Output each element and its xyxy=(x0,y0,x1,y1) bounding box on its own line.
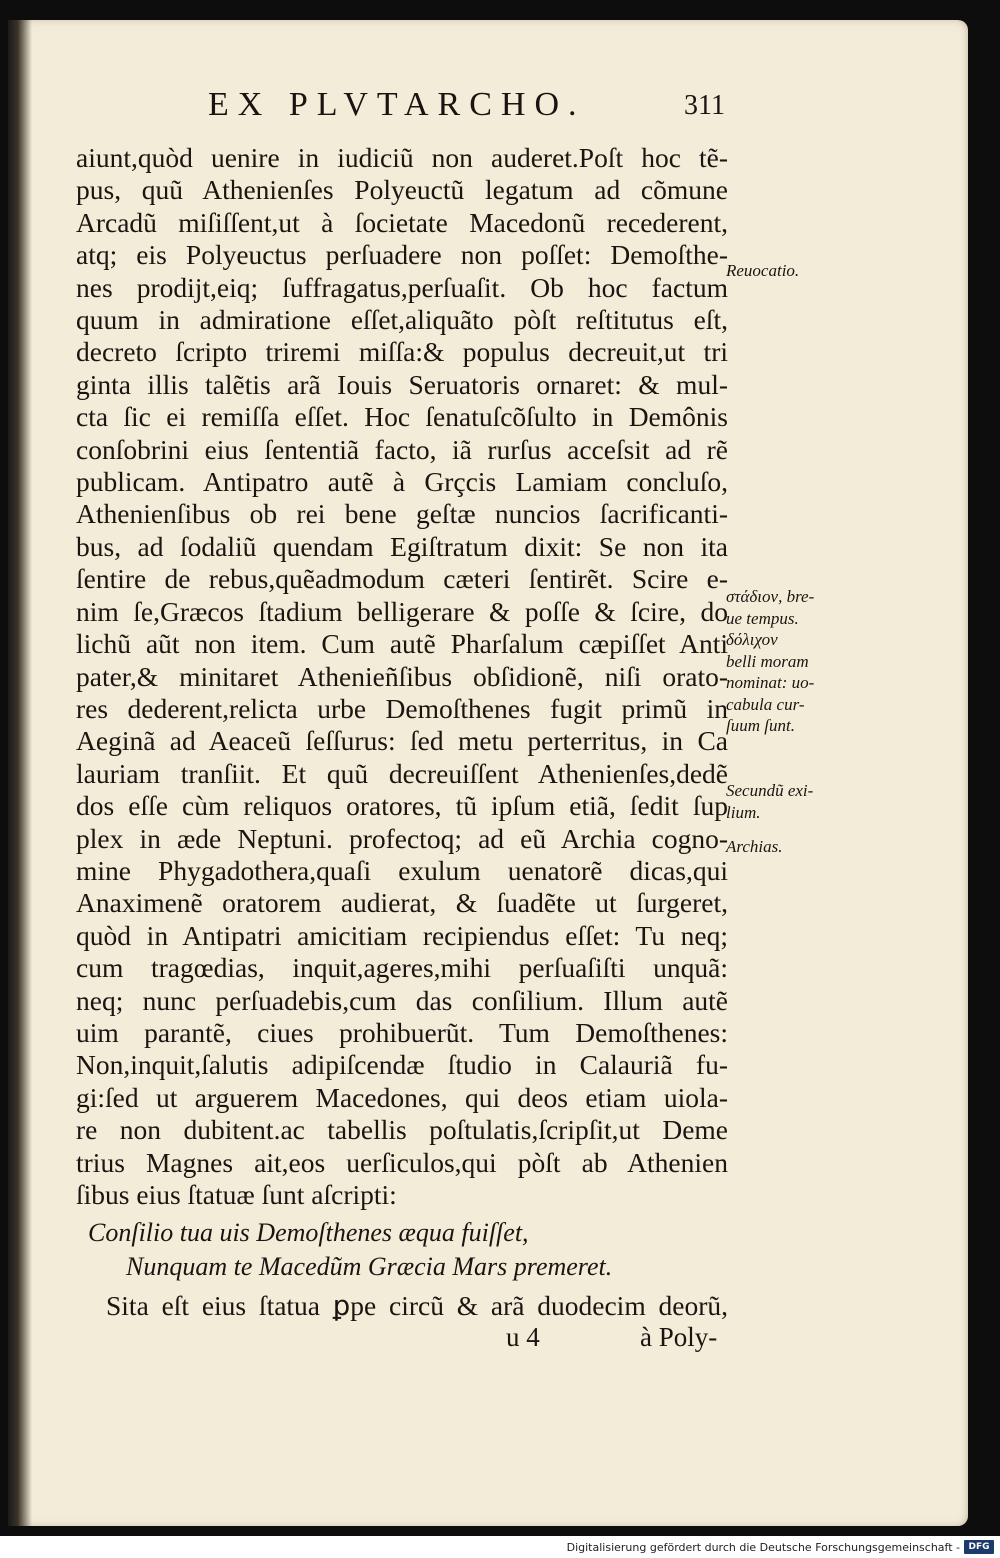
margin-note-text: lium. xyxy=(726,802,761,822)
verse-line-2: Nunquam te Macedũm Græcia Mars premeret. xyxy=(126,1252,613,1281)
text-line: dos eſſe cùm reliquos oratores, tũ ipſum etiã, ſedit ſup xyxy=(76,790,728,822)
text-line: lichũ aũt non item. Cum autẽ Pharſalum cæpiſſet Anti xyxy=(76,628,728,660)
book-page xyxy=(8,20,968,1526)
verse-line-1: Conſilio tua uis Demoſthenes æqua fuiſſet, xyxy=(88,1218,529,1247)
text-line: plex in æde Neptuni. profectoq; ad eũ Archia cogno- xyxy=(76,822,728,854)
text-line: uim parantẽ, ciues prohibuerũt. Tum Demoſthenes: xyxy=(76,1016,728,1048)
margin-note-text: Secundũ exi- xyxy=(726,781,814,800)
text-line: publicam. Antipatro autẽ à Grçcis Lamiam concluſo, xyxy=(76,466,728,498)
text-line: quum in admiratione eſſet,aliquãto pòſt reſtitutus eſt, xyxy=(76,304,728,336)
margin-note-text: ue tempus. xyxy=(726,608,799,628)
text-line: bus, ad ſodaliũ quendam Egiſtratum dixit: Se non ita xyxy=(76,530,728,562)
margin-note-text: Reuocatio. xyxy=(726,261,800,280)
text-line: atq; eis Polyeuctus perſuadere non poſſet: Demoſthe- xyxy=(76,239,728,271)
main-text xyxy=(76,142,728,1211)
text-line: Athenienſibus ob rei bene geſtæ nuncios ſacrificanti- xyxy=(76,498,728,530)
margin-note-text: στάδιον, bre- xyxy=(726,587,815,606)
text-line: cum tragœdias, inquit,ageres,mihi perſuaſiſti unquã: xyxy=(76,952,728,984)
margin-note-text: nominat: uo- xyxy=(726,673,815,692)
margin-note-exilium xyxy=(726,780,856,823)
page-number: 311 xyxy=(684,90,725,121)
text-line: res dederent,relicta urbe Demoſthenes fugit primũ in xyxy=(76,692,728,724)
text-line: gi:ſed ut arguerem Macedones, qui deos etiam uiola- xyxy=(76,1081,728,1113)
dfg-logo: DFG xyxy=(964,1540,994,1554)
catchword: à Poly- xyxy=(640,1322,718,1352)
text-line: mine Phygadothera,quaſi exulum uenatorẽ dicas,qui xyxy=(76,854,728,886)
text-line: trius Magnes ait,eos uerſiculos,qui pòſt ab Athenien xyxy=(76,1146,728,1178)
digitization-footer xyxy=(0,1536,1000,1558)
text-line-after-verse: Sita eſt eius ſtatua ꝑpe circũ & arã duodecim deorũ, xyxy=(106,1290,728,1321)
signature-mark: u 4 xyxy=(506,1322,540,1352)
text-line: cta ſic ei remiſſa eſſet. Hoc ſenatuſcõſulto in Demônis xyxy=(76,401,728,433)
epigram-verse xyxy=(88,1216,728,1284)
text-line: Aeginã ad Aeaceũ ſeſſurus: ſed metu perterritus, in Ca xyxy=(76,725,728,757)
text-line: decreto ſcripto triremi miſſa:& populus decreuit,ut tri xyxy=(76,336,728,368)
margin-note-text: ſuum ſunt. xyxy=(726,716,795,735)
text-line: lauriam tranſiit. Et quũ decreuiſſent Athenienſes,dedẽ xyxy=(76,757,728,789)
text-line: quòd in Antipatri amicitiam recipiendus eſſet: Tu neq; xyxy=(76,919,728,951)
margin-note-text: δόλιχον xyxy=(726,630,778,649)
running-head: EX PLVTARCHO. xyxy=(208,86,586,123)
margin-note-text: cabula cur- xyxy=(726,694,805,714)
text-line: nim ſe,Græcos ſtadium belligerare & poſſe & ſcire, do xyxy=(76,595,728,627)
text-line: re non dubitent.ac tabellis poſtulatis,ſcripſit,ut Deme xyxy=(76,1114,728,1146)
text-line: ginta illis talẽtis arã Iouis Seruatoris ornaret: & mul- xyxy=(76,368,728,400)
margin-note-text: belli moram xyxy=(726,651,809,671)
text-line: pus, quũ Athenienſes Polyeuctũ legatum ad cõmune xyxy=(76,174,728,206)
text-line: ſibus eius ſtatuæ ſunt aſcripti: xyxy=(76,1179,397,1210)
margin-note-stadion xyxy=(726,586,856,737)
margin-note-archias xyxy=(726,836,856,858)
text-line: Arcadũ miſiſſent,ut à ſocietate Macedonũ recederent, xyxy=(76,206,728,238)
margin-note-text: Archias. xyxy=(726,837,783,856)
text-line: aiunt,quòd uenire in iudiciũ non auderet.Poſt hoc tẽ- xyxy=(76,142,728,173)
text-line: nes prodijt,eiq; ſuffragatus,perſuaſit. Ob hoc factum xyxy=(76,271,728,303)
catch-line xyxy=(8,1322,968,1356)
text-line: ſentire de rebus,quẽadmodum cæteri ſentirẽt. Scire e- xyxy=(76,563,728,595)
text-line: Non,inquit,ſalutis adipiſcendæ ſtudio in Calauriã fu- xyxy=(76,1049,728,1081)
margin-note-reuocatio xyxy=(726,260,856,282)
text-line: neq; nunc perſuadebis,cum das conſilium. Illum autẽ xyxy=(76,984,728,1016)
text-line: conſobrini eius ſententiã facto, iã rurſus acceſsit ad rẽ xyxy=(76,433,728,465)
footer-credit: Digitalisierung gefördert durch die Deutsche Forschungsgemeinschaft - xyxy=(566,1541,960,1554)
page-gutter-shadow xyxy=(8,20,32,1526)
text-line: pater,& minitaret Athenieñſibus obſidionẽ, niſi orato- xyxy=(76,660,728,692)
text-line: Anaximenẽ oratorem audierat, & ſuadẽte ut ſurgeret, xyxy=(76,887,728,919)
